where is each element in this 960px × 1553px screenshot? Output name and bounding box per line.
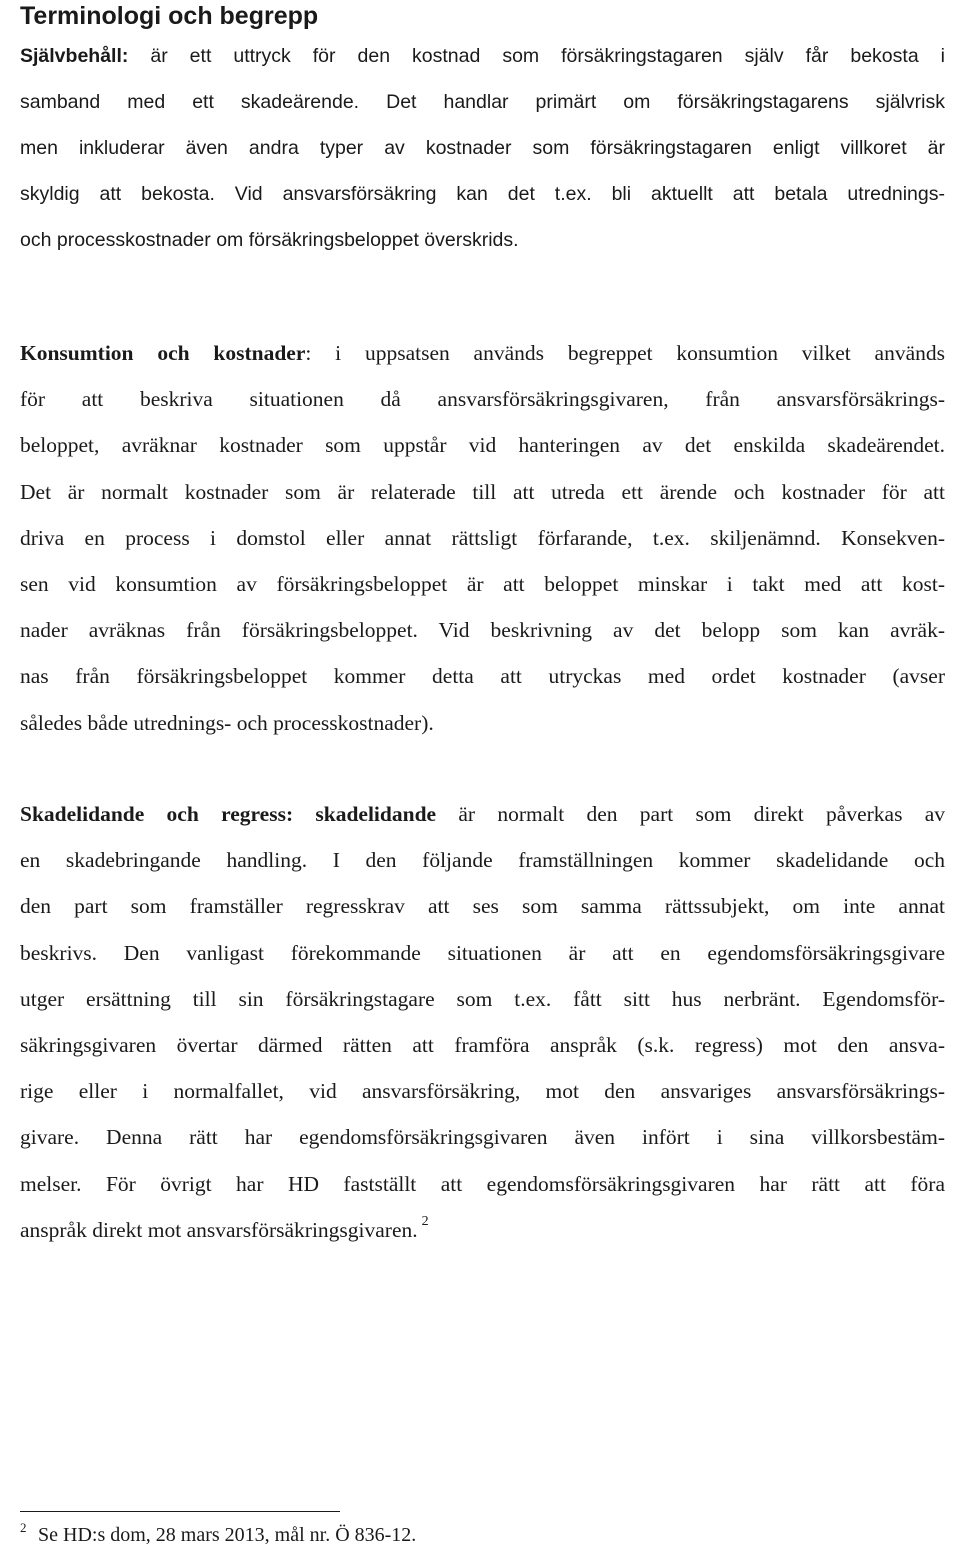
paragraph-line: Konsumtion och kostnader: i uppsatsen används begreppet konsumtion vilket används [20,341,945,365]
footnote-number: 2 [20,1520,27,1535]
footnote-text: Se HD:s dom, 28 mars 2013, mål nr. Ö 836-12. [38,1524,417,1546]
paragraph-line: sen vid konsumtion av försäkringsbeloppet är att beloppet minskar i takt med att kost- [20,572,945,597]
paragraph-line: Det är normalt kostnader som är relaterade till att utreda ett ärende och kostnader för att [20,479,945,504]
paragraph-line: skyldig att bekosta. Vid ansvarsförsäkring kan det t.ex. bli aktuellt att betala utrednings- [20,183,945,205]
paragraph-line: således både utrednings- och processkostnader). [20,710,434,735]
paragraph-line: anspråk direkt mot ansvarsförsäkringsgivaren. $^2$ [20,1213,429,1242]
paragraph-line: men inkluderar även andra typer av kostnader som försäkringstagaren enligt villkoret är [20,137,945,159]
paragraph-konsumtion [20,330,945,746]
paragraph-line: Skadelidande och regress: skadelidande är normalt den part som direkt påverkas av [20,802,946,826]
paragraph-line: driva en process i domstol eller annat rättsligt förfarande, t.ex. skiljenämnd. Konsekven- [20,525,945,550]
footnote-divider [20,1511,340,1512]
paragraph-line: samband med ett skadeärende. Det handlar primärt om försäkringstagarens självrisk [20,91,945,113]
paragraph-line: säkringsgivaren övertar därmed rätten att framföra anspråk (s.k. regress) mot den ansva- [20,1033,945,1058]
paragraph-line: givare. Denna rätt har egendomsförsäkringsgivaren även infört i sina villkorsbestäm- [20,1125,945,1150]
term-sjalvbehall: Självbehåll: [20,45,129,67]
paragraph-line: beloppet, avräknar kostnader som uppstår vid hanteringen av det enskilda skadeärendet. [20,433,945,458]
paragraph-line: en skadebringande handling. I den följande framställningen kommer skadelidande och [20,848,945,873]
paragraph-line: nas från försäkringsbeloppet kommer detta att utryckas med ordet kostnader (avser [20,664,945,689]
paragraph-line: den part som framställer regresskrav att ses som samma rättssubjekt, om inte annat [20,894,945,919]
paragraph-line: Självbehåll: är ett uttryck för den kostnad som försäkringstagaren själv får bekosta i [20,45,945,67]
paragraph-line: rige eller i normalfallet, vid ansvarsförsäkring, mot den ansvariges ansvarsförsäkrings- [20,1079,945,1104]
term-konsumtion: Konsumtion och kostnader [20,341,306,365]
paragraph-sjalvbehall [20,33,945,263]
paragraph-line: för att beskriva situationen då ansvarsförsäkringsgivaren, från ansvarsförsäkrings- [20,387,945,412]
paragraph-line: utger ersättning till sin försäkringstagare som t.ex. fått sitt hus nerbränt. Egendomsför- [20,986,945,1011]
paragraph-line: nader avräknas från försäkringsbeloppet. Vid beskrivning av det belopp som kan avräk- [20,618,945,643]
paragraph-line: beskrivs. Den vanligast förekommande situationen är att en egendomsförsäkringsgivare [20,940,945,965]
footnote-reference[interactable]: 2 [421,1213,429,1229]
footnote [20,1522,416,1550]
paragraph-line: melser. För övrigt har HD fastställt att egendomsförsäkringsgivaren har rätt att föra [20,1171,945,1196]
term-skadelidande: Skadelidande och regress: skadelidande [20,802,437,826]
paragraph-skadelidande [20,791,945,1257]
paragraph-line: och processkostnader om försäkringsbeloppet överskrids. [20,229,519,251]
page-title: Terminologi och begrepp [20,2,319,30]
